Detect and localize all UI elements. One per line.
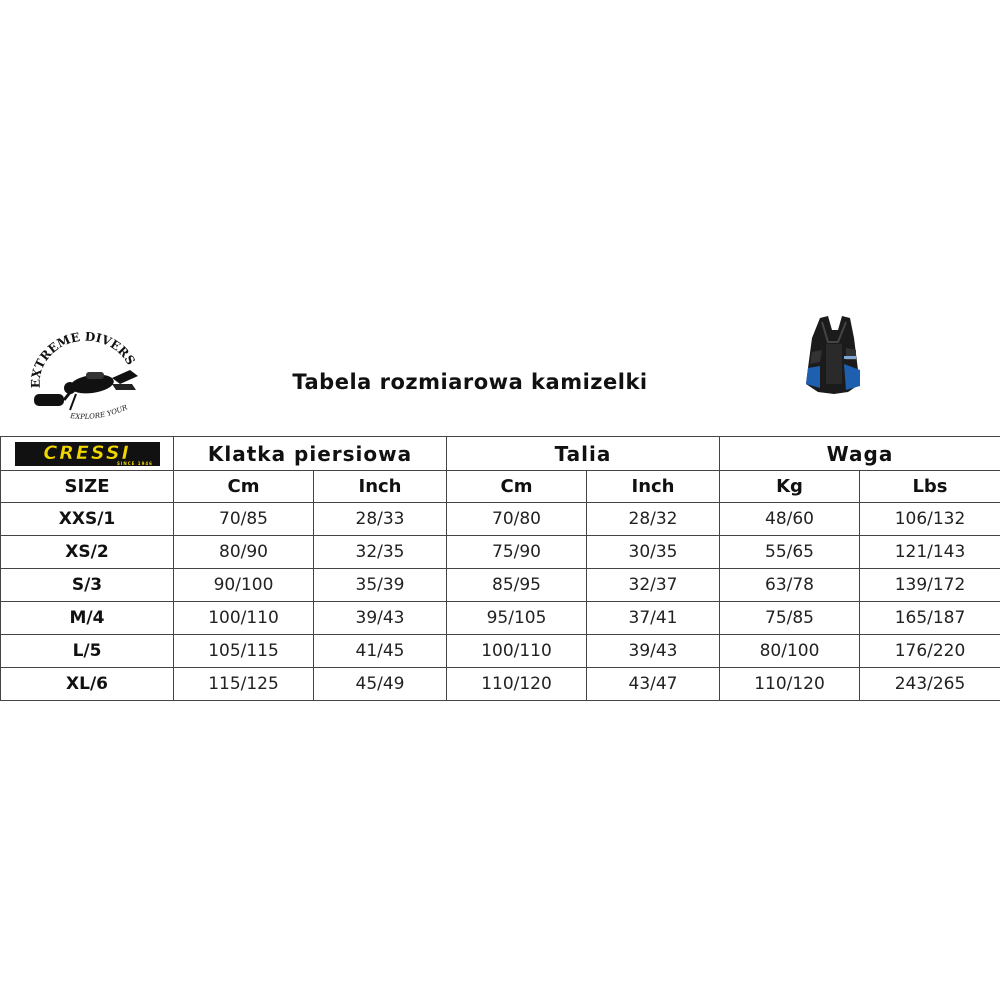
table-row (1, 569, 1000, 602)
table-cell: 100/110 (447, 635, 587, 668)
size-table (0, 436, 1000, 701)
table-cell: 63/78 (720, 569, 860, 602)
unit-chest-inch: Inch (314, 471, 447, 503)
unit-waist-inch: Inch (587, 471, 720, 503)
table-cell: 28/33 (314, 503, 447, 536)
group-chest: Klatka piersiowa (174, 437, 447, 471)
size-cell: M/4 (1, 602, 174, 635)
table-cell: 139/172 (860, 569, 1000, 602)
table-unit-header-row (1, 471, 1000, 503)
size-cell: L/5 (1, 635, 174, 668)
size-cell: XXS/1 (1, 503, 174, 536)
unit-waist-cm: Cm (447, 471, 587, 503)
page-title: Tabela rozmiarowa kamizelki (292, 370, 648, 394)
table-cell: 75/90 (447, 536, 587, 569)
table-cell: 70/85 (174, 503, 314, 536)
table-cell: 55/65 (720, 536, 860, 569)
table-cell: 30/35 (587, 536, 720, 569)
logo-tagline: EXPLORE YOUR (69, 403, 129, 421)
table-row (1, 503, 1000, 536)
table-cell: 80/100 (720, 635, 860, 668)
size-cell: XS/2 (1, 536, 174, 569)
table-cell: 80/90 (174, 536, 314, 569)
table-cell: 90/100 (174, 569, 314, 602)
brand-name: CRESSI (42, 441, 131, 464)
unit-chest-cm: Cm (174, 471, 314, 503)
table-cell: 45/49 (314, 668, 447, 701)
table-row (1, 635, 1000, 668)
size-cell: XL/6 (1, 668, 174, 701)
group-waist: Talia (447, 437, 720, 471)
table-cell: 110/120 (720, 668, 860, 701)
table-cell: 100/110 (174, 602, 314, 635)
table-cell: 37/41 (587, 602, 720, 635)
size-cell: S/3 (1, 569, 174, 602)
table-cell: 115/125 (174, 668, 314, 701)
table-cell: 75/85 (720, 602, 860, 635)
table-cell: 35/39 (314, 569, 447, 602)
table-cell: 32/35 (314, 536, 447, 569)
diver-icon (26, 332, 146, 422)
table-cell: 48/60 (720, 503, 860, 536)
unit-weight-lbs: Lbs (860, 471, 1000, 503)
table-cell: 39/43 (314, 602, 447, 635)
table-cell: 43/47 (587, 668, 720, 701)
brand-since: SINCE 1946 (116, 460, 153, 466)
table-cell: 110/120 (447, 668, 587, 701)
table-cell: 105/115 (174, 635, 314, 668)
extreme-divers-logo (26, 332, 146, 422)
table-cell: 32/37 (587, 569, 720, 602)
table-row (1, 602, 1000, 635)
table-cell: 39/43 (587, 635, 720, 668)
table-cell: 41/45 (314, 635, 447, 668)
brand-cell (1, 437, 174, 471)
table-row (1, 536, 1000, 569)
table-group-header-row (1, 437, 1000, 471)
table-cell: 121/143 (860, 536, 1000, 569)
table-cell: 70/80 (447, 503, 587, 536)
group-weight: Waga (720, 437, 1000, 471)
table-cell: 28/32 (587, 503, 720, 536)
table-cell: 176/220 (860, 635, 1000, 668)
unit-weight-kg: Kg (720, 471, 860, 503)
table-cell: 165/187 (860, 602, 1000, 635)
logo-arc-text: EXTREME DIVERS (28, 332, 138, 389)
table-row (1, 668, 1000, 701)
unit-size: SIZE (1, 471, 174, 503)
bcd-vest-image (798, 312, 868, 400)
table-cell: 85/95 (447, 569, 587, 602)
table-cell: 243/265 (860, 668, 1000, 701)
cressi-logo-icon (15, 442, 160, 466)
table-cell: 95/105 (447, 602, 587, 635)
table-cell: 106/132 (860, 503, 1000, 536)
